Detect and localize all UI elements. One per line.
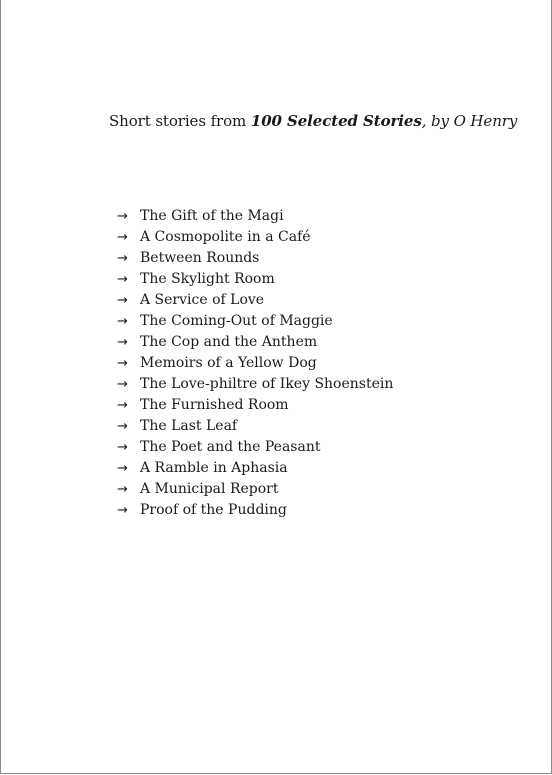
story-title[interactable]: The Cop and the Anthem bbox=[140, 334, 318, 350]
story-title[interactable]: Between Rounds bbox=[140, 250, 260, 266]
author-byline: , by O Henry bbox=[421, 112, 518, 130]
arrow-right-icon: → bbox=[117, 209, 128, 224]
story-item[interactable] bbox=[117, 206, 393, 227]
arrow-right-icon: → bbox=[117, 272, 128, 287]
story-item[interactable] bbox=[117, 416, 393, 437]
page-heading bbox=[109, 111, 517, 131]
story-item[interactable] bbox=[117, 479, 393, 500]
story-title[interactable]: A Ramble in Aphasia bbox=[140, 460, 288, 476]
story-title[interactable]: The Skylight Room bbox=[140, 271, 275, 287]
story-title[interactable]: Memoirs of a Yellow Dog bbox=[140, 355, 317, 371]
story-list bbox=[117, 206, 393, 521]
story-item[interactable] bbox=[117, 353, 393, 374]
arrow-right-icon: → bbox=[117, 419, 128, 434]
story-title[interactable]: The Furnished Room bbox=[140, 397, 289, 413]
story-item[interactable] bbox=[117, 395, 393, 416]
book-title: 100 Selected Stories bbox=[250, 112, 422, 130]
arrow-right-icon: → bbox=[117, 314, 128, 329]
story-item[interactable] bbox=[117, 290, 393, 311]
story-item[interactable] bbox=[117, 374, 393, 395]
arrow-right-icon: → bbox=[117, 230, 128, 245]
heading-prefix: Short stories from bbox=[109, 112, 251, 130]
story-title[interactable]: The Love-philtre of Ikey Shoenstein bbox=[140, 376, 394, 392]
arrow-right-icon: → bbox=[117, 440, 128, 455]
story-item[interactable] bbox=[117, 500, 393, 521]
arrow-right-icon: → bbox=[117, 503, 128, 518]
arrow-right-icon: → bbox=[117, 482, 128, 497]
story-item[interactable] bbox=[117, 311, 393, 332]
story-item[interactable] bbox=[117, 332, 393, 353]
arrow-right-icon: → bbox=[117, 461, 128, 476]
arrow-right-icon: → bbox=[117, 335, 128, 350]
story-title[interactable]: The Poet and the Peasant bbox=[140, 439, 321, 455]
arrow-right-icon: → bbox=[117, 356, 128, 371]
arrow-right-icon: → bbox=[117, 377, 128, 392]
story-title[interactable]: The Coming-Out of Maggie bbox=[140, 313, 333, 329]
story-item[interactable] bbox=[117, 227, 393, 248]
story-title[interactable]: A Service of Love bbox=[140, 292, 265, 308]
arrow-right-icon: → bbox=[117, 251, 128, 266]
story-title[interactable]: Proof of the Pudding bbox=[140, 502, 287, 518]
story-item[interactable] bbox=[117, 437, 393, 458]
story-title[interactable]: A Municipal Report bbox=[140, 481, 279, 497]
story-item[interactable] bbox=[117, 269, 393, 290]
arrow-right-icon: → bbox=[117, 398, 128, 413]
story-item[interactable] bbox=[117, 248, 393, 269]
story-title[interactable]: The Last Leaf bbox=[140, 418, 238, 434]
arrow-right-icon: → bbox=[117, 293, 128, 308]
story-title[interactable]: A Cosmopolite in a Café bbox=[140, 229, 311, 245]
story-item[interactable] bbox=[117, 458, 393, 479]
story-title[interactable]: The Gift of the Magi bbox=[140, 208, 284, 224]
